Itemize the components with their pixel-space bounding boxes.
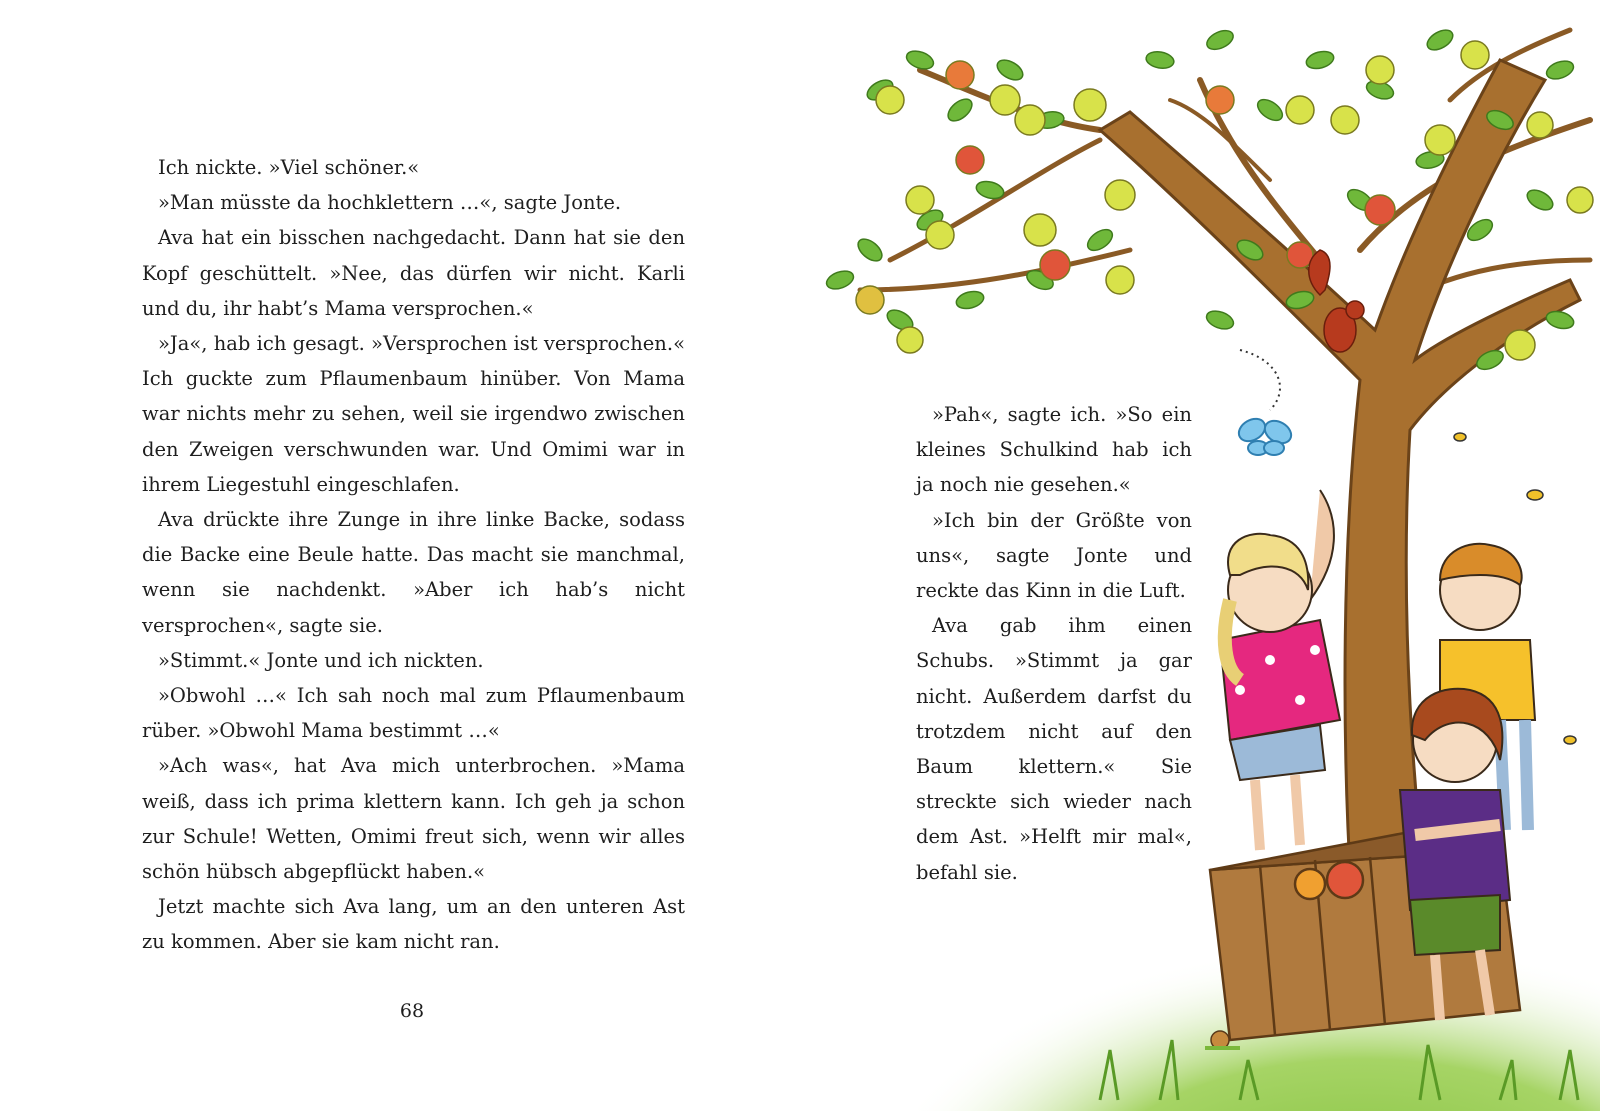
paragraph: »Pah«, sagte ich. »So ein kleines Schulkind hab ich ja noch nie gesehen.« xyxy=(916,403,1192,497)
paragraph: Ich nickte. »Viel schöner.« xyxy=(158,156,420,179)
paragraph: Ava drückte ihre Zunge in ihre linke Backe, sodass die Backe eine Beule hatte. Das macht sie manchmal, wenn sie nachdenkt. »Aber ich hab’s nicht versprochen«, sagte sie. xyxy=(142,508,685,637)
paragraph: »Ja«, hab ich gesagt. »Versprochen ist versprochen.« Ich guckte zum Pflaumenbaum hinüber. Von Mama war nichts mehr zu sehen, weil sie irgendwo zwischen den Zweigen verschwunden war. Und Omimi war in ihrem Liegestuhl eingeschlafen. xyxy=(142,332,685,496)
page-number: 68 xyxy=(399,1000,425,1022)
paragraph: Ava gab ihm einen Schubs. »Stimmt ja gar nicht. Außerdem darfst du trotzdem nicht auf den Baum klettern.« Sie streckte sich wieder nach dem Ast. »Helft mir mal«, befahl sie. xyxy=(916,614,1192,884)
left-page-text xyxy=(142,150,685,960)
paragraph: »Ach was«, hat Ava mich unterbrochen. »Mama weiß, dass ich prima klettern kann. Ich geh ja schon zur Schule! Wetten, Omimi freut sich, wenn wir alles schön hübsch abgepflückt haben.« xyxy=(142,754,685,884)
butterfly-figure xyxy=(1235,414,1295,455)
paragraph: »Stimmt.« Jonte und ich nickten. xyxy=(158,648,484,672)
boy-yellow-shirt-figure xyxy=(1440,544,1535,830)
right-page-text xyxy=(916,397,1192,890)
paragraph: Jetzt machte sich Ava lang, um an den unteren Ast zu kommen. Aber sie kam nicht ran. xyxy=(142,895,685,954)
paragraph: »Man müsste da hochklettern …«, sagte Jonte. xyxy=(158,191,622,215)
girl-figure xyxy=(1220,490,1340,850)
paragraph: »Ich bin der Größte von uns«, sagte Jonte und reckte das Kinn in die Luft. xyxy=(916,508,1192,603)
paragraph: Ava hat ein bisschen nachgedacht. Dann hat sie den Kopf geschüttelt. »Nee, das dürfen wir nicht. Karli und du, ihr habt’s Mama versprochen.« xyxy=(142,226,685,320)
butterfly-trail xyxy=(1240,350,1280,410)
paragraph: »Obwohl …« Ich sah noch mal zum Pflaumenbaum rüber. »Obwohl Mama bestimmt …« xyxy=(142,684,685,743)
